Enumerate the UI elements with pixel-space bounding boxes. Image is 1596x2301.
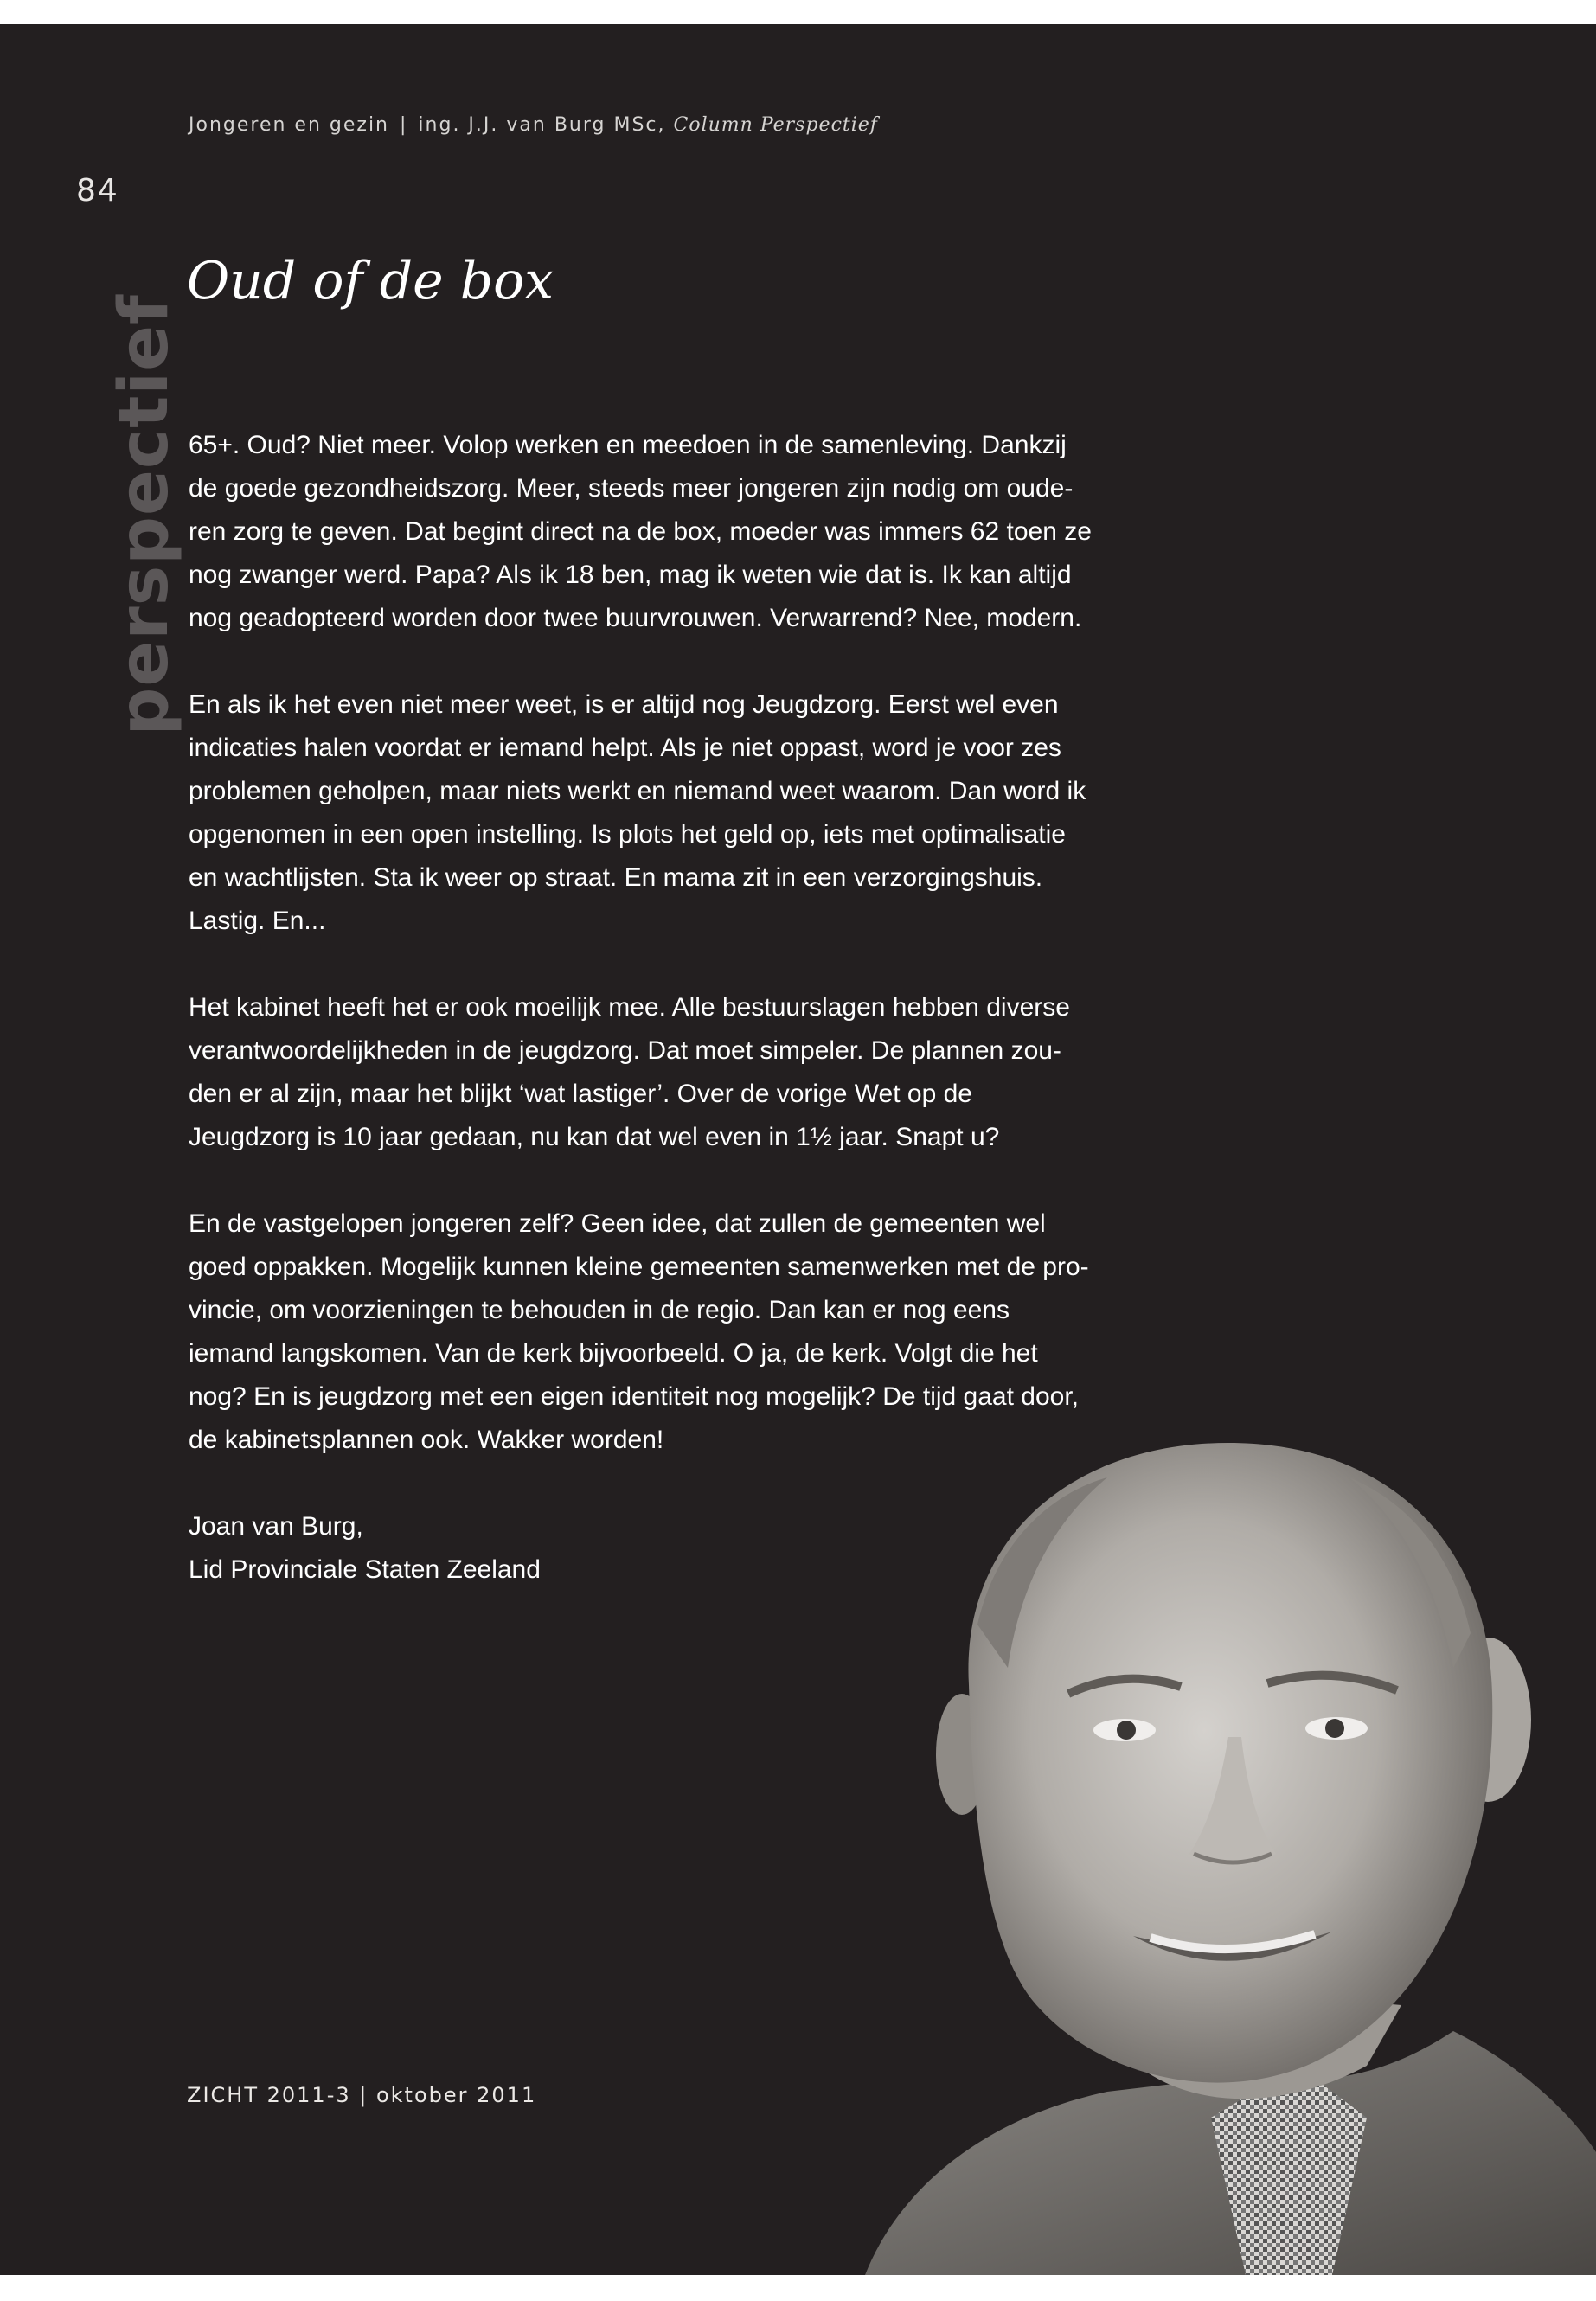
header-author: ing. J.J. van Burg MSc, [418, 114, 666, 136]
header-section: Jongeren en gezin [189, 114, 389, 136]
text-line: 65+. Oud? Niet meer. Volop werken en meedoen in de samenleving. Dankzij [189, 431, 1067, 459]
article-title: Oud of de box [187, 251, 554, 311]
text-line: indicaties halen voordat er iemand helpt. Als je niet oppast, word je voor zes [189, 734, 1061, 762]
signature-role: Lid Provinciale Staten Zeeland [189, 1555, 541, 1584]
section-vertical-label: perspectief [106, 294, 183, 736]
signature-name: Joan van Burg, [189, 1512, 363, 1541]
paragraph-1 [189, 424, 1166, 640]
text-line: En de vastgelopen jongeren zelf? Geen idee, dat zullen de gemeenten wel [189, 1209, 1046, 1238]
page [0, 24, 1596, 2275]
page-footer: ZICHT 2011-3 | oktober 2011 [187, 2083, 537, 2107]
text-line: opgenomen in een open instelling. Is plots het geld op, iets met optimalisatie [189, 820, 1066, 849]
author-portrait [848, 1408, 1596, 2275]
text-line: nog? En is jeugdzorg met een eigen identiteit nog mogelijk? De tijd gaat door, [189, 1382, 1080, 1411]
header-column: Column Perspectief [673, 114, 878, 136]
text-line: en wachtlijsten. Sta ik weer op straat. En mama zit in een verzorgingshuis. [189, 863, 1043, 892]
text-line: Het kabinet heeft het er ook moeilijk mee. Alle bestuurslagen hebben diverse [189, 993, 1070, 1022]
text-line: nog geadopteerd worden door twee buurvrouwen. Verwarrend? Nee, modern. [189, 604, 1082, 632]
running-header [189, 114, 878, 136]
text-line: de kabinetsplannen ook. Wakker worden! [189, 1426, 664, 1454]
text-line: nog zwanger werd. Papa? Als ik 18 ben, mag ik weten wie dat is. Ik kan altijd [189, 561, 1072, 589]
text-line: goed oppakken. Mogelijk kunnen kleine gemeenten samenwerken met de pro- [189, 1253, 1089, 1281]
text-line: problemen geholpen, maar niets werkt en niemand weet waarom. Dan word ik [189, 777, 1086, 805]
paragraph-2 [189, 683, 1166, 943]
text-line: de goede gezondheidszorg. Meer, steeds meer jongeren zijn nodig om oude- [189, 474, 1074, 503]
page-number: 84 [76, 173, 119, 208]
text-line: Jeugdzorg is 10 jaar gedaan, nu kan dat wel even in 1½ jaar. Snapt u? [189, 1123, 1000, 1151]
text-line: vincie, om voorzieningen te behouden in de regio. Dan kan er nog eens [189, 1296, 1010, 1324]
text-line: ren zorg te geven. Dat begint direct na de box, moeder was immers 62 toen ze [189, 517, 1092, 546]
paragraph-3 [189, 986, 1166, 1159]
text-line: Lastig. En... [189, 907, 326, 935]
header-separator: | [400, 114, 408, 136]
text-line: den er al zijn, maar het blijkt ‘wat lastiger’. Over de vorige Wet op de [189, 1080, 972, 1108]
text-line: verantwoordelijkheden in de jeugdzorg. Dat moet simpeler. De plannen zou- [189, 1036, 1061, 1065]
text-line: iemand langskomen. Van de kerk bijvoorbeeld. O ja, de kerk. Volgt die het [189, 1339, 1038, 1368]
text-line: En als ik het even niet meer weet, is er altijd nog Jeugdzorg. Eerst wel even [189, 690, 1059, 719]
